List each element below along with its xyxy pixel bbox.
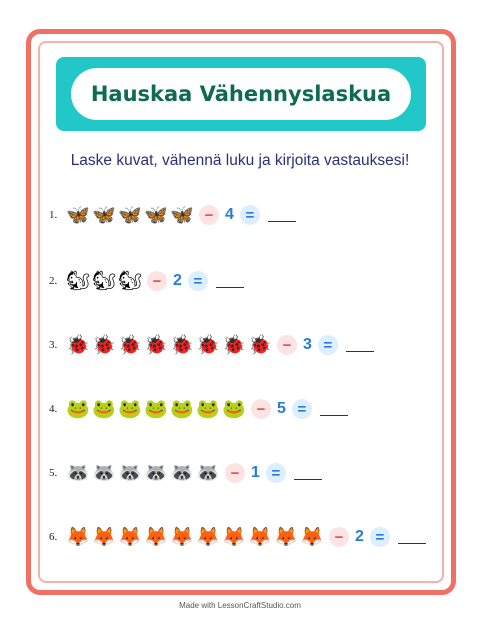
fox-icon: 🦊 (274, 525, 298, 548)
footer-credit: Made with LessonCraftStudio.com (179, 601, 301, 610)
fox-icon: 🦊 (248, 525, 272, 548)
equals-sign: = (266, 463, 286, 483)
fox-icon: 🦊 (222, 525, 246, 548)
fox-icon: 🦊 (144, 525, 168, 548)
picture-group (66, 269, 144, 292)
problem-row (49, 200, 296, 230)
problem-number: 4. (49, 403, 58, 415)
answer-blank[interactable] (216, 275, 244, 288)
answer-blank[interactable] (294, 467, 322, 480)
equals-sign: = (240, 205, 260, 225)
picture-group (66, 461, 222, 484)
problem-number: 3. (49, 339, 58, 351)
raccoon-icon: 🦝 (170, 461, 194, 484)
frog-icon: 🐸 (118, 397, 142, 420)
subtract-value: 2 (173, 272, 182, 289)
squirrel-icon: 🐿 (66, 269, 91, 292)
instructions-text: Laske kuvat, vähennä luku ja kirjoita vastauksesi! (70, 152, 410, 169)
picture-group (66, 333, 274, 356)
fox-icon: 🦊 (196, 525, 220, 548)
problem-row (49, 266, 244, 296)
minus-sign: − (251, 399, 271, 419)
fox-icon: 🦊 (92, 525, 116, 548)
subtract-value: 3 (303, 336, 312, 353)
frog-icon: 🐸 (92, 397, 116, 420)
minus-sign: − (147, 271, 167, 291)
picture-group (66, 397, 248, 420)
equals-sign: = (292, 399, 312, 419)
frog-icon: 🐸 (66, 397, 90, 420)
fox-icon: 🦊 (118, 525, 142, 548)
answer-blank[interactable] (398, 531, 426, 544)
problem-row (49, 522, 426, 552)
ladybug-icon: 🐞 (170, 333, 194, 356)
problem-number: 5. (49, 467, 58, 479)
minus-sign: − (199, 205, 219, 225)
ladybug-icon: 🐞 (66, 333, 90, 356)
minus-sign: − (277, 335, 297, 355)
raccoon-icon: 🦝 (196, 461, 220, 484)
fox-icon: 🦊 (66, 525, 90, 548)
butterfly-icon: 🦋 (66, 203, 90, 226)
equals-sign: = (188, 271, 208, 291)
minus-sign: − (329, 527, 349, 547)
frog-icon: 🐸 (222, 397, 246, 420)
equals-sign: = (318, 335, 338, 355)
ladybug-icon: 🐞 (92, 333, 116, 356)
problem-number: 1. (49, 209, 58, 221)
squirrel-icon: 🐿 (118, 269, 143, 292)
butterfly-icon: 🦋 (118, 203, 142, 226)
title-pill (71, 68, 411, 120)
butterfly-icon: 🦋 (144, 203, 168, 226)
picture-group (66, 203, 196, 226)
raccoon-icon: 🦝 (66, 461, 90, 484)
subtract-value: 4 (225, 206, 234, 223)
problem-number: 6. (49, 531, 58, 543)
butterfly-icon: 🦋 (170, 203, 194, 226)
problem-row (49, 394, 348, 424)
problem-number: 2. (49, 275, 58, 287)
raccoon-icon: 🦝 (118, 461, 142, 484)
fox-icon: 🦊 (300, 525, 324, 548)
answer-blank[interactable] (268, 209, 296, 222)
answer-blank[interactable] (346, 339, 374, 352)
ladybug-icon: 🐞 (196, 333, 220, 356)
fox-icon: 🦊 (170, 525, 194, 548)
subtract-value: 1 (251, 464, 260, 481)
minus-sign: − (225, 463, 245, 483)
squirrel-icon: 🐿 (92, 269, 117, 292)
subtract-value: 5 (277, 400, 286, 417)
frog-icon: 🐸 (144, 397, 168, 420)
equals-sign: = (370, 527, 390, 547)
frog-icon: 🐸 (170, 397, 194, 420)
ladybug-icon: 🐞 (222, 333, 246, 356)
raccoon-icon: 🦝 (144, 461, 168, 484)
ladybug-icon: 🐞 (248, 333, 272, 356)
answer-blank[interactable] (320, 403, 348, 416)
ladybug-icon: 🐞 (118, 333, 142, 356)
problem-row (49, 330, 374, 360)
ladybug-icon: 🐞 (144, 333, 168, 356)
subtract-value: 2 (355, 528, 364, 545)
raccoon-icon: 🦝 (92, 461, 116, 484)
picture-group (66, 525, 326, 548)
worksheet-title: Hauskaa Vähennyslaskua (90, 82, 392, 106)
problem-row (49, 458, 322, 488)
butterfly-icon: 🦋 (92, 203, 116, 226)
frog-icon: 🐸 (196, 397, 220, 420)
